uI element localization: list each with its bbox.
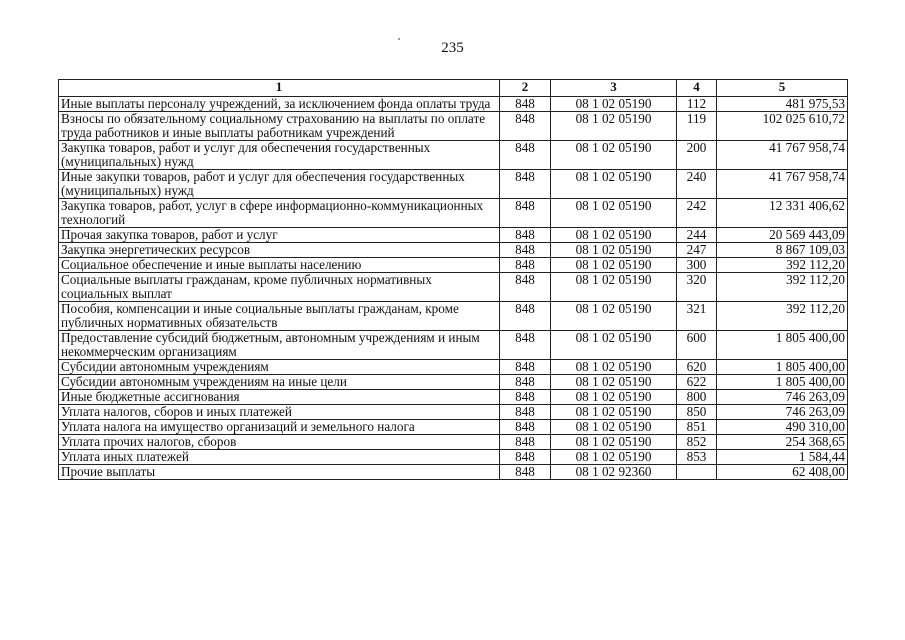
- row-name-cell: Прочие выплаты: [59, 465, 500, 480]
- table-row: [59, 360, 848, 375]
- row-amount-cell: 8 867 109,03: [717, 243, 848, 258]
- row-amount-cell: 41 767 958,74: [717, 170, 848, 199]
- row-csr-cell: 08 1 02 05190: [551, 375, 677, 390]
- row-amount-cell: 746 263,09: [717, 405, 848, 420]
- row-amount-cell: 1 805 400,00: [717, 331, 848, 360]
- row-name-cell: Иные бюджетные ассигнования: [59, 390, 500, 405]
- row-name-cell: Уплата прочих налогов, сборов: [59, 435, 500, 450]
- row-code-cell: 848: [500, 112, 551, 141]
- row-code-cell: 848: [500, 331, 551, 360]
- row-vr-cell: 800: [677, 390, 717, 405]
- row-amount-cell: 392 112,20: [717, 273, 848, 302]
- row-vr-cell: 244: [677, 228, 717, 243]
- row-vr-cell: 600: [677, 331, 717, 360]
- row-name-cell: Взносы по обязательному социальному страхованию на выплаты по оплате труда работников и иные выплаты работникам учреждений: [59, 112, 500, 141]
- row-name-cell: Уплата налогов, сборов и иных платежей: [59, 405, 500, 420]
- table-row: [59, 141, 848, 170]
- row-code-cell: 848: [500, 97, 551, 112]
- row-amount-cell: 41 767 958,74: [717, 141, 848, 170]
- row-csr-cell: 08 1 02 05190: [551, 405, 677, 420]
- row-csr-cell: 08 1 02 05190: [551, 390, 677, 405]
- row-name-cell: Социальные выплаты гражданам, кроме публичных нормативных социальных выплат: [59, 273, 500, 302]
- row-code-cell: 848: [500, 258, 551, 273]
- row-vr-cell: 320: [677, 273, 717, 302]
- row-code-cell: 848: [500, 228, 551, 243]
- row-amount-cell: 746 263,09: [717, 390, 848, 405]
- header-col-1: 1: [59, 80, 500, 97]
- scan-speck: [398, 38, 400, 40]
- row-vr-cell: 242: [677, 199, 717, 228]
- row-csr-cell: 08 1 02 05190: [551, 435, 677, 450]
- row-amount-cell: 12 331 406,62: [717, 199, 848, 228]
- row-name-cell: Социальное обеспечение и иные выплаты населению: [59, 258, 500, 273]
- row-csr-cell: 08 1 02 05190: [551, 450, 677, 465]
- row-csr-cell: 08 1 02 05190: [551, 199, 677, 228]
- table-row: [59, 390, 848, 405]
- row-name-cell: Пособия, компенсации и иные социальные выплаты гражданам, кроме публичных нормативных обязательств: [59, 302, 500, 331]
- row-code-cell: 848: [500, 450, 551, 465]
- row-csr-cell: 08 1 02 05190: [551, 170, 677, 199]
- row-code-cell: 848: [500, 405, 551, 420]
- row-vr-cell: [677, 465, 717, 480]
- row-name-cell: Предоставление субсидий бюджетным, автономным учреждениям и иным некоммерческим организациям: [59, 331, 500, 360]
- table-row: [59, 435, 848, 450]
- row-code-cell: 848: [500, 420, 551, 435]
- row-name-cell: Субсидии автономным учреждениям на иные цели: [59, 375, 500, 390]
- row-csr-cell: 08 1 02 05190: [551, 243, 677, 258]
- row-amount-cell: 254 368,65: [717, 435, 848, 450]
- row-vr-cell: 200: [677, 141, 717, 170]
- table-row: [59, 450, 848, 465]
- row-vr-cell: 112: [677, 97, 717, 112]
- row-vr-cell: 240: [677, 170, 717, 199]
- table-header: [59, 80, 848, 97]
- table-row: [59, 420, 848, 435]
- table-row: [59, 273, 848, 302]
- row-csr-cell: 08 1 02 05190: [551, 302, 677, 331]
- row-code-cell: 848: [500, 465, 551, 480]
- row-name-cell: Прочая закупка товаров, работ и услуг: [59, 228, 500, 243]
- row-vr-cell: 851: [677, 420, 717, 435]
- row-code-cell: 848: [500, 141, 551, 170]
- row-amount-cell: 20 569 443,09: [717, 228, 848, 243]
- table-row: [59, 375, 848, 390]
- row-code-cell: 848: [500, 360, 551, 375]
- row-vr-cell: 853: [677, 450, 717, 465]
- table-row: [59, 170, 848, 199]
- row-name-cell: Уплата налога на имущество организаций и земельного налога: [59, 420, 500, 435]
- header-col-5: 5: [717, 80, 848, 97]
- row-code-cell: 848: [500, 243, 551, 258]
- row-amount-cell: 392 112,20: [717, 302, 848, 331]
- row-csr-cell: 08 1 02 05190: [551, 112, 677, 141]
- row-amount-cell: 102 025 610,72: [717, 112, 848, 141]
- row-name-cell: Иные выплаты персоналу учреждений, за исключением фонда оплаты труда: [59, 97, 500, 112]
- table-row: [59, 331, 848, 360]
- table-row: [59, 228, 848, 243]
- page-number: 235: [441, 40, 464, 56]
- row-vr-cell: 850: [677, 405, 717, 420]
- row-vr-cell: 300: [677, 258, 717, 273]
- row-amount-cell: 392 112,20: [717, 258, 848, 273]
- row-name-cell: Закупка товаров, работ, услуг в сфере информационно-коммуникационных технологий: [59, 199, 500, 228]
- row-amount-cell: 1 805 400,00: [717, 360, 848, 375]
- row-name-cell: Закупка товаров, работ и услуг для обеспечения государственных (муниципальных) нужд: [59, 141, 500, 170]
- row-csr-cell: 08 1 02 05190: [551, 258, 677, 273]
- header-col-3: 3: [551, 80, 677, 97]
- table-row: [59, 405, 848, 420]
- row-csr-cell: 08 1 02 92360: [551, 465, 677, 480]
- header-col-2: 2: [500, 80, 551, 97]
- row-csr-cell: 08 1 02 05190: [551, 331, 677, 360]
- row-amount-cell: 62 408,00: [717, 465, 848, 480]
- table-row: [59, 465, 848, 480]
- row-amount-cell: 1 805 400,00: [717, 375, 848, 390]
- row-csr-cell: 08 1 02 05190: [551, 97, 677, 112]
- row-code-cell: 848: [500, 199, 551, 228]
- row-csr-cell: 08 1 02 05190: [551, 273, 677, 302]
- row-code-cell: 848: [500, 435, 551, 450]
- row-vr-cell: 622: [677, 375, 717, 390]
- row-vr-cell: 321: [677, 302, 717, 331]
- table-row: [59, 112, 848, 141]
- row-name-cell: Иные закупки товаров, работ и услуг для обеспечения государственных (муниципальных) нужд: [59, 170, 500, 199]
- row-amount-cell: 481 975,53: [717, 97, 848, 112]
- header-row: [59, 80, 848, 97]
- row-vr-cell: 852: [677, 435, 717, 450]
- row-amount-cell: 490 310,00: [717, 420, 848, 435]
- row-csr-cell: 08 1 02 05190: [551, 228, 677, 243]
- row-code-cell: 848: [500, 170, 551, 199]
- row-name-cell: Субсидии автономным учреждениям: [59, 360, 500, 375]
- row-csr-cell: 08 1 02 05190: [551, 420, 677, 435]
- row-vr-cell: 119: [677, 112, 717, 141]
- table-row: [59, 199, 848, 228]
- row-vr-cell: 247: [677, 243, 717, 258]
- row-code-cell: 848: [500, 273, 551, 302]
- budget-table: [58, 79, 848, 480]
- row-name-cell: Уплата иных платежей: [59, 450, 500, 465]
- row-code-cell: 848: [500, 375, 551, 390]
- row-code-cell: 848: [500, 302, 551, 331]
- row-vr-cell: 620: [677, 360, 717, 375]
- row-csr-cell: 08 1 02 05190: [551, 360, 677, 375]
- table-body: [59, 97, 848, 480]
- table-row: [59, 97, 848, 112]
- header-col-4: 4: [677, 80, 717, 97]
- row-amount-cell: 1 584,44: [717, 450, 848, 465]
- table-row: [59, 243, 848, 258]
- row-code-cell: 848: [500, 390, 551, 405]
- row-csr-cell: 08 1 02 05190: [551, 141, 677, 170]
- row-name-cell: Закупка энергетических ресурсов: [59, 243, 500, 258]
- table-row: [59, 302, 848, 331]
- table-row: [59, 258, 848, 273]
